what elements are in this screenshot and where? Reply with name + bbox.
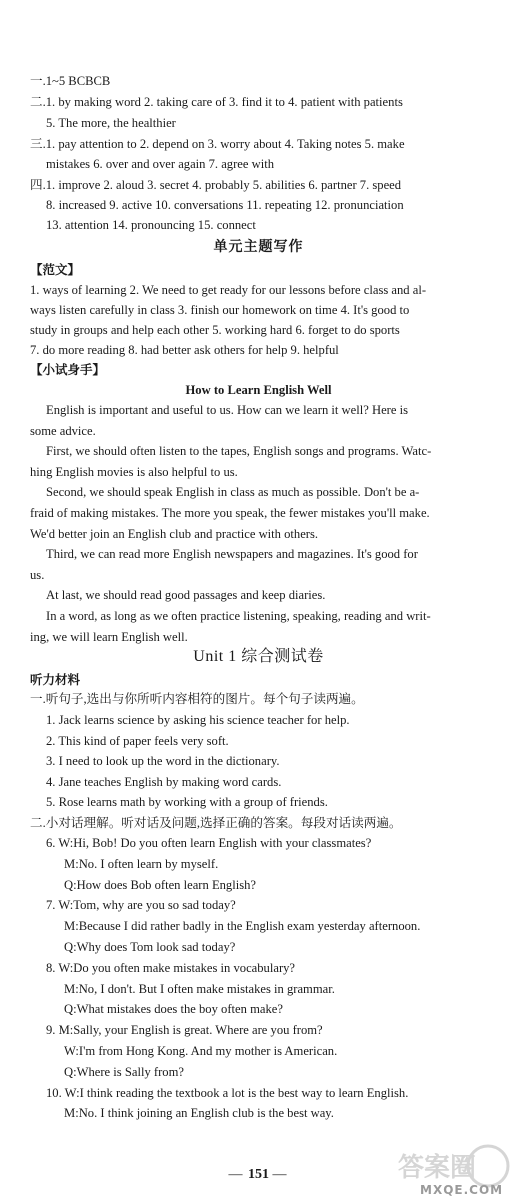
essay-line: We'd better join an English club and practice with others. bbox=[30, 526, 319, 541]
part1-item: 4. Jane teaches English by making word cards. bbox=[46, 774, 282, 789]
dialogue-text: M:Sally, your English is great. Where are you from? bbox=[58, 1023, 323, 1038]
essay-line: At last, we should read good passages and keep diaries. bbox=[46, 588, 326, 603]
answer-line-3: 5. The more, the healthier bbox=[46, 116, 176, 130]
dialogue-line bbox=[64, 1000, 493, 1018]
dialogue-line bbox=[64, 855, 493, 873]
essay-line: First, we should often listen to the tapes, English songs and programs. Watc- bbox=[46, 444, 432, 459]
essay-line: Third, we can read more English newspapers and magazines. It's good for bbox=[46, 547, 418, 562]
dialogue-first-line bbox=[46, 959, 493, 977]
watermark-site: MXQE.COM bbox=[420, 1183, 504, 1197]
fanwen-tag: 【范文】 bbox=[30, 262, 81, 277]
essay-line: Second, we should speak English in class as much as possible. Don't be a- bbox=[46, 485, 420, 500]
answer-line-6: 四.1. improve 2. aloud 3. secret 4. probably 5. abilities 6. partner 7. speed bbox=[30, 178, 402, 192]
fanwen-line-4: 7. do more reading 8. had better ask others for help 9. helpful bbox=[30, 343, 339, 357]
essay-line: In a word, as long as we often practice listening, speaking, reading and writ- bbox=[46, 609, 431, 623]
dialogue-number: 10. bbox=[46, 1085, 65, 1100]
part1-item: 5. Rose learns math by working with a group of friends. bbox=[46, 795, 328, 809]
part2-heading: 二.小对话理解。听对话及问题,选择正确的答案。每段对话读两遍。 bbox=[30, 816, 402, 830]
section-title: 单元主题写作 bbox=[213, 239, 304, 255]
essay-line: hing English movies is also helpful to us. bbox=[30, 464, 238, 479]
dialogue-text: W:I think reading the textbook a lot is the best way to learn English. bbox=[64, 1085, 409, 1100]
dialogue-text: M:No. I think joining an English club is the best way. bbox=[64, 1106, 334, 1121]
part1-heading: 一.听句子,选出与你所听内容相符的图片。每个句子读两遍。 bbox=[30, 692, 364, 706]
part1-item: 2. This kind of paper feels very soft. bbox=[46, 733, 229, 748]
dialogue-text: W:Tom, why are you so sad today? bbox=[58, 898, 236, 913]
answer-line-7: 8. increased 9. active 10. conversations 11. repeating 12. pronunciation bbox=[46, 198, 404, 212]
essay-line: English is important and useful to us. How can we learn it well? Here is bbox=[46, 403, 408, 417]
dialogue-text: Q:How does Bob often learn English? bbox=[64, 877, 257, 892]
dialogue-text: M:No. I often learn by myself. bbox=[64, 856, 219, 871]
dialogue-text: Q:Why does Tom look sad today? bbox=[64, 940, 236, 954]
page-dash-right: — bbox=[272, 1167, 289, 1182]
essay-line: ing, we will learn English well. bbox=[30, 629, 188, 644]
dialogue-number: 8. bbox=[46, 960, 59, 975]
dialogue-first-line bbox=[46, 1021, 493, 1039]
xiaoshi-tag: 【小试身手】 bbox=[30, 362, 106, 377]
watermark-text: 答案圈 bbox=[398, 1153, 477, 1183]
listening-tag: 听力材料 bbox=[30, 672, 81, 687]
dialogue-text: Q:What mistakes does the boy often make? bbox=[64, 1002, 283, 1017]
answer-line-1: 一.1~5 BCBCB bbox=[30, 74, 111, 88]
part1-item: 1. Jack learns science by asking his science teacher for help. bbox=[46, 713, 350, 727]
dialogue-line bbox=[64, 1063, 493, 1081]
dialogue-text: W:I'm from Hong Kong. And my mother is American. bbox=[64, 1044, 338, 1058]
dialogue-first-line bbox=[46, 834, 493, 852]
essay-line: fraid of making mistakes. The more you speak, the fewer mistakes you'll make. bbox=[30, 506, 430, 520]
dialogue-text: W:Hi, Bob! Do you often learn English with your classmates? bbox=[58, 836, 372, 850]
dialogue-line bbox=[64, 1104, 493, 1122]
unit-title: Unit 1 综合测试卷 bbox=[193, 648, 324, 665]
dialogue-first-line bbox=[46, 1084, 493, 1102]
dialogue-number: 6. bbox=[46, 836, 59, 850]
dialogue-line bbox=[64, 938, 493, 956]
essay-line: us. bbox=[30, 567, 45, 582]
answer-line-2: 二.1. by making word 2. taking care of 3. find it to 4. patient with patients bbox=[30, 95, 403, 109]
dialogue-first-line bbox=[46, 896, 493, 914]
dialogue-line bbox=[64, 980, 493, 998]
fanwen-line-3: study in groups and help each other 5. working hard 6. forget to do sports bbox=[30, 323, 400, 337]
dialogue-line bbox=[64, 917, 493, 935]
dialogue-number: 7. bbox=[46, 898, 59, 913]
answer-line-4: 三.1. pay attention to 2. depend on 3. worry about 4. Taking notes 5. make bbox=[30, 137, 405, 151]
dialogue-text: Q:Where is Sally from? bbox=[64, 1064, 184, 1079]
page-dash-left: — bbox=[228, 1167, 245, 1182]
fanwen-line-2: ways listen carefully in class 3. finish our homework on time 4. It's good to bbox=[30, 303, 410, 317]
part1-item: 3. I need to look up the word in the dictionary. bbox=[46, 754, 280, 768]
dialogue-line bbox=[64, 876, 493, 894]
answer-line-5: mistakes 6. over and over again 7. agree with bbox=[46, 157, 275, 171]
fanwen-line-1: 1. ways of learning 2. We need to get ready for our lessons before class and al- bbox=[30, 283, 427, 297]
dialogue-line bbox=[64, 1042, 493, 1060]
dialogue-text: M:No, I don't. But I often make mistakes in grammar. bbox=[64, 981, 335, 996]
dialogue-text: W:Do you often make mistakes in vocabulary? bbox=[58, 960, 296, 975]
answer-line-8: 13. attention 14. pronouncing 15. connect bbox=[46, 218, 256, 232]
page-number-value: 151 bbox=[248, 1167, 269, 1182]
essay-title: How to Learn English Well bbox=[185, 383, 332, 397]
dialogue-number: 9. bbox=[46, 1023, 59, 1038]
essay-line: some advice. bbox=[30, 423, 96, 438]
dialogue-text: M:Because I did rather badly in the English exam yesterday afternoon. bbox=[64, 919, 421, 934]
